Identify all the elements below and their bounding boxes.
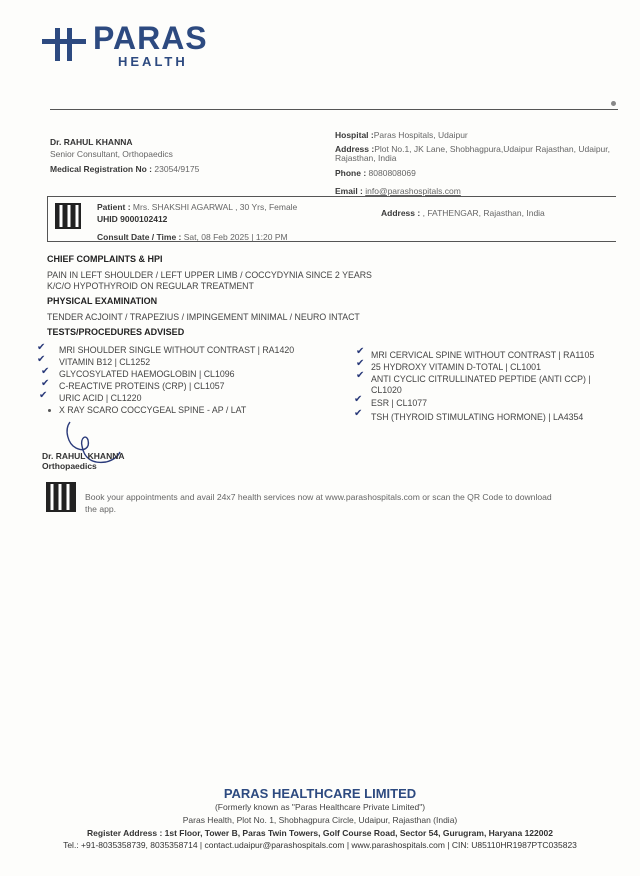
registration-label: Medical Registration No :: [50, 164, 153, 174]
phone-label: Phone :: [335, 168, 367, 178]
test-item-right-4: ESR | CL1077: [371, 398, 428, 408]
phone-row: [335, 168, 416, 178]
tick-mark-icon: ✔: [356, 370, 365, 381]
paras-logo-icon: [42, 22, 86, 66]
footer-company: PARAS HEALTHCARE LIMITED: [223, 786, 417, 801]
tick-mark-icon: ✔: [356, 358, 365, 369]
test-item-right-5: TSH (THYROID STIMULATING HORMONE) | LA4354: [371, 412, 584, 422]
complaints-line1: PAIN IN LEFT SHOULDER / LEFT UPPER LIMB / COCCYDYNIA SINCE 2 YEARS: [47, 270, 372, 280]
hospital-address-line2: Rajasthan, India: [335, 153, 397, 163]
registration: [50, 164, 199, 174]
test-item-right-1: MRI CERVICAL SPINE WITHOUT CONTRAST | RA1105: [371, 350, 595, 360]
doctor-title: Senior Consultant, Orthopaedics: [50, 149, 173, 159]
decorative-dot: [611, 101, 616, 106]
hospital-label: Hospital :: [335, 130, 374, 140]
exam-line1: TENDER ACJOINT / TRAPEZIUS / IMPINGEMENT MINIMAL / NEURO INTACT: [47, 312, 360, 322]
brand-name: PARAS: [93, 20, 208, 56]
brand-subtitle: HEALTH: [118, 54, 188, 69]
complaints-line2: K/C/O HYPOTHYROID ON REGULAR TREATMENT: [47, 281, 254, 291]
registration-value: 23054/9175: [154, 164, 200, 174]
patient-label: Patient :: [97, 202, 131, 212]
tick-mark-icon: ✔: [41, 366, 50, 377]
patient-qr-code-icon: [55, 203, 81, 229]
tick-mark-icon: ✔: [37, 342, 46, 353]
promo-line1: Book your appointments and avail 24x7 health services now at www.parashospitals.com or scan the QR Code to download: [85, 492, 552, 502]
app-qr-code-icon[interactable]: [46, 482, 76, 512]
complaints-heading: CHIEF COMPLAINTS & HPI: [47, 254, 163, 264]
footer-address: Paras Health, Plot No. 1, Shobhagpura Circle, Udaipur, Rajasthan (India): [182, 815, 458, 825]
tests-heading: TESTS/PROCEDURES ADVISED: [47, 327, 185, 337]
consult-value: Sat, 08 Feb 2025 | 1:20 PM: [183, 232, 288, 242]
consult-row: [97, 232, 288, 242]
patient-uhid: UHID 9000102412: [97, 214, 168, 224]
signature-dept: Orthopaedics: [42, 461, 97, 471]
email-link[interactable]: info@parashospitals.com: [365, 186, 461, 196]
footer-contact: Tel.: +91-8035358739, 8035358714 | contact.udaipur@parashospitals.com | www.parashospitals.com | CIN: U85110HR1987PTC035823: [63, 840, 577, 850]
email-label: Email :: [335, 186, 363, 196]
hospital-address-line1: Plot No.1, JK Lane, Shobhagpura,Udaipur Rajasthan, Udaipur,: [374, 144, 611, 154]
test-item-left-4: C-REACTIVE PROTEINS (CRP) | CL1057: [59, 381, 225, 391]
patient-row: [97, 202, 297, 212]
patient-value: Mrs. SHAKSHI AGARWAL , 30 Yrs, Female: [132, 202, 298, 212]
tick-mark-icon: ✔: [37, 354, 46, 365]
tick-mark-icon: ✔: [356, 346, 365, 357]
patient-address-value: , FATHENGAR, Rajasthan, India: [422, 208, 545, 218]
tick-mark-icon: ✔: [41, 378, 50, 389]
exam-heading: PHYSICAL EXAMINATION: [47, 296, 158, 306]
test-item-right-3: ANTI CYCLIC CITRULLINATED PEPTIDE (ANTI CCP) |: [371, 374, 591, 384]
header-divider: [50, 109, 618, 110]
tick-mark-icon: ✔: [354, 394, 363, 405]
test-item-right-3-code: CL1020: [371, 385, 402, 395]
test-item-left-5: URIC ACID | CL1220: [59, 393, 142, 403]
hospital-value: Paras Hospitals, Udaipur: [373, 130, 468, 140]
doctor-name: Dr. RAHUL KHANNA: [50, 137, 133, 147]
phone-value: 8080808069: [368, 168, 416, 178]
test-item-right-2: 25 HYDROXY VITAMIN D-TOTAL | CL1001: [371, 362, 541, 372]
tick-mark-icon: ✔: [354, 408, 363, 419]
footer-formerly: (Formerly known as "Paras Healthcare Private Limited"): [214, 802, 426, 812]
email-row: [335, 186, 461, 196]
promo-line2: the app.: [85, 504, 117, 514]
hospital-address-label: Address :: [335, 144, 375, 154]
consult-label: Consult Date / Time :: [97, 232, 182, 242]
test-item-left-6: X RAY SCARO COCCYGEAL SPINE - AP / LAT: [59, 405, 247, 415]
bullet-icon: [48, 409, 51, 412]
hospital-row: [335, 130, 468, 140]
tick-mark-icon: ✔: [39, 390, 48, 401]
footer-register: Register Address : 1st Floor, Tower B, Paras Twin Towers, Golf Course Road, Sector 54, Gurugram, Haryana 122002: [87, 828, 553, 838]
test-item-left-3: GLYCOSYLATED HAEMOGLOBIN | CL1096: [59, 369, 235, 379]
patient-address-label: Address :: [381, 208, 421, 218]
test-item-left-1: MRI SHOULDER SINGLE WITHOUT CONTRAST | RA1420: [59, 345, 295, 355]
patient-address-row: [381, 208, 545, 218]
test-item-left-2: VITAMIN B12 | CL1252: [59, 357, 151, 367]
signature-doctor-name: Dr. RAHUL KHANNA: [42, 451, 125, 461]
